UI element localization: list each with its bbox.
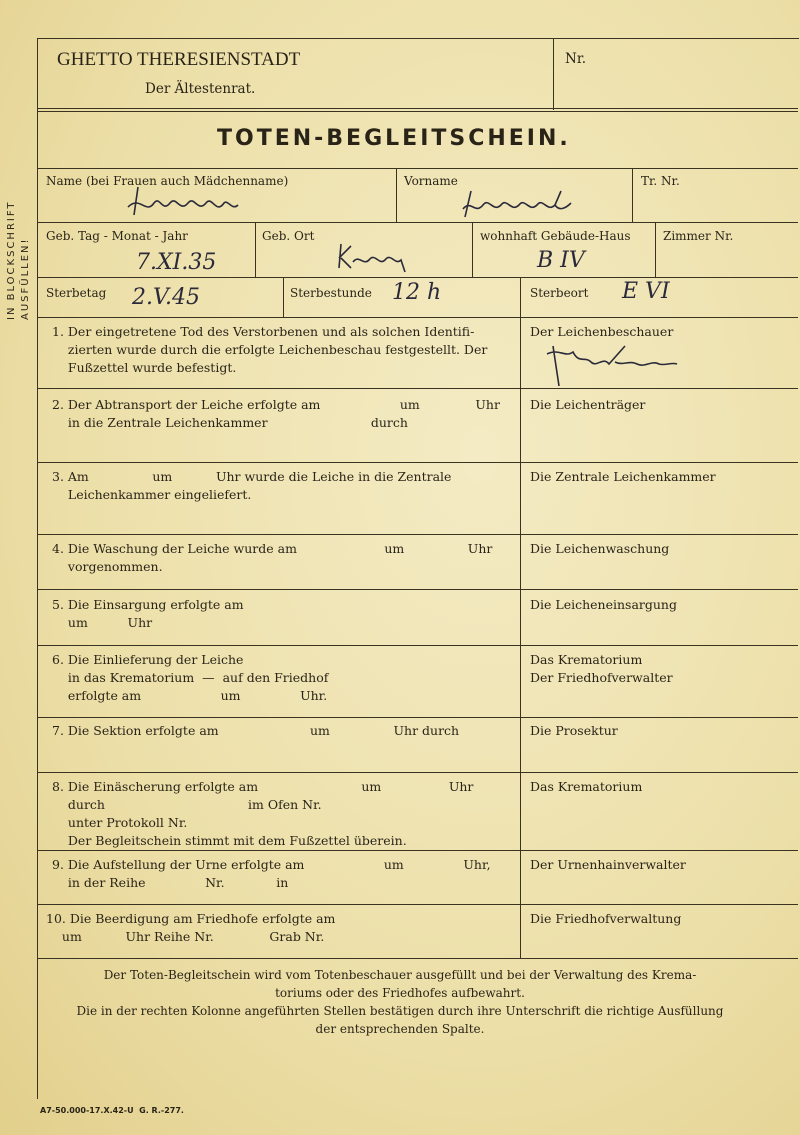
row-4-text: 4. Die Waschung der Leiche wurde am um Uhr vorgenommen. (52, 541, 493, 574)
sterbestunde-label: Sterbestunde (290, 286, 372, 300)
side-text-line1: IN BLOCKSCHRIFT (6, 200, 17, 320)
leichenbeschauer-signature (545, 342, 685, 392)
footer-line4: der entsprechenden Spalte. (315, 1022, 485, 1036)
name-label: Name (bei Frauen auch Mädchenname) (46, 174, 289, 188)
row-1-signer: Der Leichenbeschauer (530, 324, 674, 339)
side-text-line2: AUSFÜLLEN! (20, 237, 31, 320)
name-signature (120, 185, 250, 225)
vorname-signature (455, 185, 585, 225)
row-7-text: 7. Die Sektion erfolgte am um Uhr durch (52, 723, 460, 738)
row-2-text: 2. Der Abtransport der Leiche erfolgte am um Uhr in die Zentrale Leichenkammer durch (52, 397, 500, 430)
row-5-signer: Die Leicheneinsargung (530, 597, 677, 612)
footer-line2: toriums oder des Friedhofes aufbewahrt. (275, 986, 525, 1000)
row-7-signer: Die Prosektur (530, 723, 618, 738)
row-5-text: 5. Die Einsargung erfolgte am um Uhr (52, 597, 244, 630)
row-10-signer: Die Friedhofverwaltung (530, 911, 682, 926)
geb-ort-label: Geb. Ort (262, 229, 315, 243)
row-1-text: 1. Der eingetretene Tod des Verstorbenen und als solchen Identifi- zierten wurde durch die erfolgte Leichenbeschau festgestellt. Der Fußzettel wurde befestigt. (52, 324, 488, 375)
sterbestunde-handwritten: 12 h (392, 280, 442, 305)
zimmer-label: Zimmer Nr. (663, 229, 734, 243)
row-3-signer: Die Zentrale Leichenkammer (530, 469, 716, 484)
side-instruction (4, 180, 34, 320)
wohnhaft-label: wohnhaft Gebäude-Haus (480, 229, 631, 243)
tr-nr-label: Tr. Nr. (641, 174, 680, 188)
footer-line1: Der Toten-Begleitschein wird vom Totenbeschauer ausgefüllt und bei der Verwaltung des Krema- (103, 968, 697, 982)
geb-tag-label: Geb. Tag - Monat - Jahr (46, 229, 188, 243)
sterbetag-handwritten: 2.V.45 (132, 285, 201, 310)
sterbeort-handwritten: E VI (622, 279, 670, 304)
row-6-signer: Das Krematorium Der Friedhofverwalter (530, 652, 673, 685)
row-4-signer: Die Leichenwaschung (530, 541, 670, 556)
nr-label: Nr. (565, 51, 587, 67)
sterbeort-label: Sterbeort (530, 286, 589, 300)
wohnhaft-handwritten: B IV (537, 248, 585, 273)
sterbetag-label: Sterbetag (46, 286, 107, 300)
footer-line3: Die in der rechten Kolonne angeführten Stellen bestätigen durch ihre Unterschrift die richtige Ausfüllung (76, 1004, 724, 1018)
geb-datum-handwritten: 7.XI.35 (136, 250, 217, 275)
header-title: GHETTO THERESIENSTADT (57, 49, 301, 70)
row-2-signer: Die Leichenträger (530, 397, 646, 412)
row-10-text: 10. Die Beerdigung am Friedhofe erfolgte am um Uhr Reihe Nr. Grab Nr. (46, 911, 336, 944)
form-title: TOTEN-BEGLEITSCHEIN. (217, 126, 571, 151)
print-code: A7-50.000-17.X.42-U G. R.-277. (40, 1106, 184, 1115)
geb-ort-signature (335, 242, 415, 276)
header-subtitle: Der Ältestenrat. (145, 81, 256, 97)
row-6-text: 6. Die Einlieferung der Leiche in das Krematorium — auf den Friedhof erfolgte am um Uhr. (52, 652, 329, 703)
row-9-text: 9. Die Aufstellung der Urne erfolgte am um Uhr, in der Reihe Nr. in (52, 857, 491, 890)
row-3-text: 3. Am um Uhr wurde die Leiche in die Zentrale Leichenkammer eingeliefert. (52, 469, 452, 502)
vorname-label: Vorname (404, 174, 458, 188)
row-8-text: 8. Die Einäscherung erfolgte am um Uhr durch im Ofen Nr. unter Protokoll Nr. Der Begleitschein stimmt mit dem Fußzettel überein. (52, 779, 474, 848)
row-9-signer: Der Urnenhainverwalter (530, 857, 686, 872)
row-8-signer: Das Krematorium (530, 779, 643, 794)
